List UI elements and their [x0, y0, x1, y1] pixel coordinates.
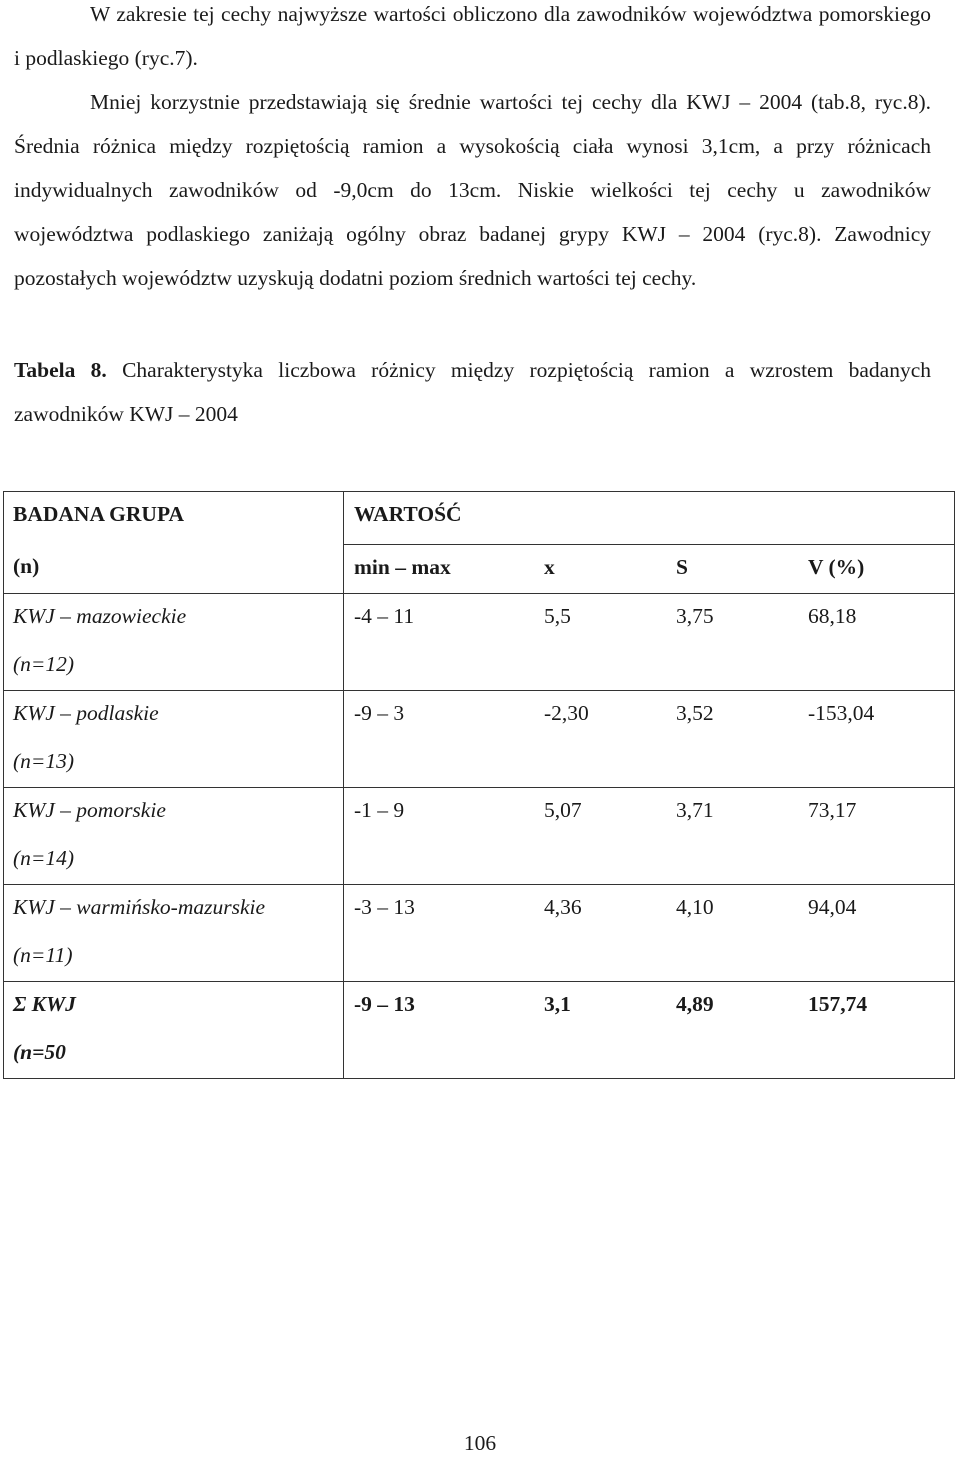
table-caption-text: Charakterystyka liczbowa różnicy między rozpiętością ramion a wzrostem badanych zawodników KWJ – 2004 [14, 358, 931, 426]
row-group-cell [4, 594, 344, 691]
column-header-range: min – max [354, 555, 451, 579]
row-group-name: KWJ – mazowieckie [13, 604, 187, 628]
value-cv: 68,18 [808, 604, 857, 628]
header-value-cell [344, 492, 955, 594]
table-caption [14, 348, 931, 436]
row-group-name: KWJ – pomorskie [13, 798, 166, 822]
column-header-sd: S [676, 555, 688, 579]
value-sd: 3,71 [676, 798, 714, 822]
header-group-cell [4, 492, 344, 594]
table-header-row [4, 492, 955, 594]
data-table [3, 491, 955, 1079]
row-group-n: (n=14) [13, 846, 75, 870]
table-summary-row [4, 982, 955, 1079]
value-cv: -153,04 [808, 701, 875, 725]
value-mean: -2,30 [544, 701, 589, 725]
summary-value-cell [344, 982, 955, 1079]
row-values [344, 788, 954, 832]
column-header-mean: x [544, 555, 555, 579]
row-values [344, 885, 954, 929]
row-group-cell [4, 885, 344, 982]
row-values [344, 691, 954, 735]
value-sd: 3,75 [676, 604, 714, 628]
value-mean: 5,07 [544, 798, 582, 822]
row-value-cell [344, 594, 955, 691]
row-values [344, 594, 954, 638]
row-group-n: (n=13) [13, 749, 75, 773]
summary-group-n: (n=50 [13, 1040, 66, 1064]
table-row [4, 885, 955, 982]
row-group-n: (n=11) [13, 943, 73, 967]
row-value-cell [344, 788, 955, 885]
value-mean: 5,5 [544, 604, 571, 628]
table-caption-label: Tabela 8. [14, 358, 107, 382]
header-group-label: BADANA GRUPA [13, 502, 185, 526]
summary-mean: 3,1 [544, 992, 571, 1016]
value-sd: 3,52 [676, 701, 714, 725]
value-mean: 4,36 [544, 895, 582, 919]
row-value-cell [344, 885, 955, 982]
value-range: -9 – 3 [354, 701, 405, 725]
row-group-n: (n=12) [13, 652, 75, 676]
value-range: -1 – 9 [354, 798, 405, 822]
header-value-label: WARTOŚĆ [344, 492, 955, 545]
row-group-cell [4, 691, 344, 788]
table-row [4, 691, 955, 788]
document-page [14, 0, 931, 436]
header-columns [344, 545, 954, 593]
summary-cv: 157,74 [808, 992, 868, 1016]
summary-sd: 4,89 [676, 992, 714, 1016]
paragraph-2: Mniej korzystnie przedstawiają się średnie wartości tej cechy dla KWJ – 2004 (tab.8, ryc.8). Średnia różnica między rozpiętością ramion a wysokością ciała wynosi 3,1cm, a przy różnicach indywidualnych zawodników od -9,0cm do 13cm. Niskie wielkości tej cechy u zawodników województwa podlaskiego zaniżają ogólny obraz badanej grypy KWJ – 2004 (ryc.8). Zawodnicy pozostałych województw uzyskują dodatni poziom średnich wartości tej cechy. [14, 90, 931, 290]
row-group-name: KWJ – warmińsko-mazurskie [13, 895, 266, 919]
header-group-n: (n) [13, 554, 40, 578]
table-row [4, 594, 955, 691]
summary-group-name: Σ KWJ [13, 992, 76, 1016]
row-value-cell [344, 691, 955, 788]
summary-values [344, 982, 954, 1026]
row-group-cell [4, 788, 344, 885]
paragraph-1: W zakresie tej cechy najwyższe wartości obliczono dla zawodników województwa pomorskiego i podlaskiego (ryc.7). [14, 2, 931, 70]
page-number: 106 [463, 1431, 497, 1455]
value-sd: 4,10 [676, 895, 714, 919]
table-row [4, 788, 955, 885]
value-cv: 94,04 [808, 895, 857, 919]
summary-range: -9 – 13 [354, 992, 415, 1016]
value-cv: 73,17 [808, 798, 857, 822]
row-group-name: KWJ – podlaskie [13, 701, 159, 725]
value-range: -4 – 11 [354, 604, 415, 628]
summary-group-cell [4, 982, 344, 1079]
value-range: -3 – 13 [354, 895, 415, 919]
column-header-cv: V (%) [808, 555, 865, 579]
